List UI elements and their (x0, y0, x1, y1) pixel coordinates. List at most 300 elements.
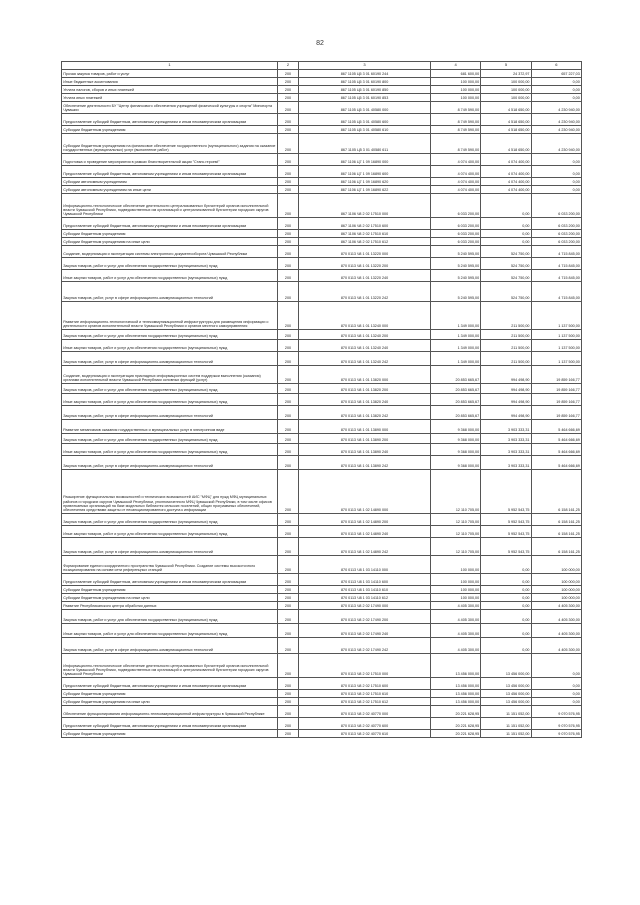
row-classification-cell: 870 0113 Ч8 1 01 13240 200 (299, 330, 431, 340)
row-name-cell: Закупка товаров, работ, услуг в сфере информационно-коммуникационных технологий (62, 352, 278, 366)
row-name-cell: Иные закупки товаров, работ и услуг для обеспечения государственных (муниципальных) нужд (62, 340, 278, 352)
row-unexecuted-cell: 4 715 845,00 (531, 258, 581, 270)
row-approved-cell: 1 349 000,00 (431, 352, 481, 366)
row-name-cell: Субсидии автономным учреждениям (62, 178, 278, 186)
row-approved-cell: 100 000,00 (431, 594, 481, 602)
row-executed-cell: 3 903 333,31 (481, 444, 531, 456)
table-row (62, 602, 582, 610)
row-approved-cell: 4 405 300,00 (431, 602, 481, 610)
row-executed-cell: 524 750,00 (481, 258, 531, 270)
row-approved-cell: 5 240 595,00 (431, 282, 481, 302)
row-code-cell: 200 (278, 86, 299, 94)
row-unexecuted-cell: 5 464 666,69 (531, 434, 581, 444)
row-classification-cell: 867 1106 Ч8 2 02 17510 610 (299, 230, 431, 238)
row-code-cell: 200 (278, 594, 299, 602)
row-name-cell: Субсидии бюджетным учреждениям на финансовое обеспечение государственного (муниципального) задания на оказание государственных (муниципальных) услуг (выполнение работ) (62, 134, 278, 154)
row-approved-cell: 1 349 000,00 (431, 330, 481, 340)
row-executed-cell: 4 074 400,00 (481, 186, 531, 194)
table-row (62, 406, 582, 420)
row-executed-cell: 211 500,00 (481, 302, 531, 330)
row-executed-cell: 11 151 052,00 (481, 706, 531, 718)
table-row (62, 94, 582, 102)
row-name-cell: Развитие информационно-технологической и телекоммуникационной инфраструктуры для размещения информации о деятельности органов исполнительной власти Чувашской Республики и органов местного самоуправления (62, 302, 278, 330)
row-executed-cell: 100 000,00 (481, 86, 531, 94)
row-classification-cell: 870 0113 Ч8 1 03 14110 000 (299, 556, 431, 574)
row-approved-cell: 4 405 300,00 (431, 610, 481, 624)
row-classification-cell: 870 0113 Ч8 1 01 13220 200 (299, 258, 431, 270)
row-code-cell: 200 (278, 270, 299, 282)
budget-table (61, 61, 582, 738)
row-unexecuted-cell: 657 227,03 (531, 70, 581, 78)
row-unexecuted-cell: 1 137 500,00 (531, 330, 581, 340)
row-unexecuted-cell: 1 137 500,00 (531, 352, 581, 366)
row-executed-cell: 211 500,00 (481, 340, 531, 352)
row-classification-cell: 870 0113 Ч8 2 02 40770 600 (299, 718, 431, 730)
row-code-cell: 200 (278, 610, 299, 624)
row-name-cell: Субсидии бюджетным учреждениям (62, 586, 278, 594)
row-approved-cell: 20 853 665,67 (431, 366, 481, 384)
row-code-cell: 200 (278, 420, 299, 434)
row-executed-cell: 11 151 052,00 (481, 718, 531, 730)
row-code-cell: 200 (278, 126, 299, 134)
row-executed-cell: 13 456 000,00 (481, 678, 531, 690)
table-row (62, 134, 582, 154)
row-approved-cell: 6 033 200,00 (431, 194, 481, 218)
table-row (62, 366, 582, 384)
row-classification-cell: 870 0113 Ч8 2 02 17510 610 (299, 690, 431, 698)
row-classification-cell: 870 0113 Ч8 1 01 13220 240 (299, 270, 431, 282)
row-approved-cell: 12 110 705,00 (431, 526, 481, 538)
table-row (62, 270, 582, 282)
table-row (62, 302, 582, 330)
row-code-cell: 200 (278, 134, 299, 154)
row-name-cell: Закупка товаров, работ и услуг для обеспечения государственных (муниципальных) нужд (62, 610, 278, 624)
row-executed-cell: 5 952 543,75 (481, 526, 531, 538)
row-approved-cell: 4 074 400,00 (431, 166, 481, 178)
row-name-cell: Формирование единого координатного пространства Чувашской Республики. Создание системы высокоточного позиционирования на основе сети референцных станций (62, 556, 278, 574)
row-classification-cell: 870 0113 Ч8 2 02 17510 600 (299, 678, 431, 690)
row-classification-cell: 870 0113 Ч8 1 03 14110 612 (299, 594, 431, 602)
row-code-cell: 200 (278, 602, 299, 610)
row-unexecuted-cell: 100 000,00 (531, 594, 581, 602)
row-executed-cell: 994 498,90 (481, 394, 531, 406)
row-unexecuted-cell: 4 230 940,00 (531, 126, 581, 134)
row-executed-cell: 524 750,00 (481, 246, 531, 258)
table-row (62, 166, 582, 178)
row-name-cell: Субсидии бюджетным учреждениям на иные цели (62, 594, 278, 602)
row-code-cell: 200 (278, 394, 299, 406)
row-classification-cell: 870 0113 Ч8 2 02 17490 200 (299, 610, 431, 624)
row-name-cell: Создание, модернизация и эксплуатация системы электронного документооборота Чувашской Республики (62, 246, 278, 258)
row-classification-cell: 870 0113 Ч8 1 01 13890 240 (299, 444, 431, 456)
row-executed-cell: 0,00 (481, 218, 531, 230)
row-unexecuted-cell: 5 464 666,69 (531, 420, 581, 434)
row-code-cell: 200 (278, 406, 299, 420)
row-code-cell: 200 (278, 70, 299, 78)
row-executed-cell: 0,00 (481, 594, 531, 602)
row-approved-cell: 6 033 200,00 (431, 238, 481, 246)
row-name-cell: Создание, модернизация и эксплуатация прикладных информационных систем поддержки выполнения (оказания) органами исполнительной власти Чувашской Республики основных функций (услуг) (62, 366, 278, 384)
row-name-cell: Закупка товаров, работ, услуг в сфере информационно-коммуникационных технологий (62, 406, 278, 420)
row-code-cell: 200 (278, 690, 299, 698)
row-unexecuted-cell: 0,00 (531, 78, 581, 86)
table-row (62, 420, 582, 434)
row-name-cell: Подготовка и проведение мероприятия в рамках благотворительной акции "Стань героем!" (62, 154, 278, 166)
row-executed-cell: 0,00 (481, 638, 531, 654)
row-approved-cell: 20 853 665,67 (431, 406, 481, 420)
row-unexecuted-cell: 0,00 (531, 154, 581, 166)
row-unexecuted-cell: 6 158 161,25 (531, 514, 581, 526)
row-unexecuted-cell: 6 033 200,00 (531, 218, 581, 230)
table-row (62, 394, 582, 406)
table-row (62, 514, 582, 526)
row-unexecuted-cell: 6 158 161,25 (531, 470, 581, 514)
row-classification-cell: 870 0113 Ч8 1 01 13820 200 (299, 384, 431, 394)
row-name-cell: Субсидии автономным учреждениям на иные цели (62, 186, 278, 194)
row-name-cell: Расширение функциональных возможностей и технических возможностей АИС "МФЦ" для нужд МФЦ муниципальных районов и городских округов Чувашской Республики, уполномоченного МФЦ Чувашской Республики, в том числе офисов привлекаемых организаций на базе модельных библиотек сельских поселений, общих программных обеспечений, обеспечения средствами защиты от несанкционированного доступа к информации (62, 470, 278, 514)
row-classification-cell: 867 1105 Ц5 3 01 60190 850 (299, 86, 431, 94)
row-unexecuted-cell: 100 000,00 (531, 586, 581, 594)
row-approved-cell: 12 110 705,00 (431, 470, 481, 514)
row-unexecuted-cell: 0,00 (531, 690, 581, 698)
row-code-cell: 200 (278, 366, 299, 384)
row-executed-cell: 5 952 543,75 (481, 470, 531, 514)
row-classification-cell: 870 0113 Ч8 2 02 17510 612 (299, 698, 431, 706)
row-unexecuted-cell: 19 859 166,77 (531, 384, 581, 394)
row-code-cell: 200 (278, 678, 299, 690)
row-classification-cell: 870 0113 Ч8 2 02 17490 240 (299, 624, 431, 638)
row-unexecuted-cell: 5 464 666,69 (531, 444, 581, 456)
row-classification-cell: 870 0113 Ч8 1 01 13890 200 (299, 434, 431, 444)
row-name-cell: Иные закупки товаров, работ и услуг для обеспечения государственных (муниципальных) нужд (62, 444, 278, 456)
row-name-cell: Субсидии бюджетным учреждениям (62, 126, 278, 134)
row-name-cell: Закупка товаров, работ и услуг для обеспечения государственных (муниципальных) нужд (62, 514, 278, 526)
row-name-cell: Закупка товаров, работ, услуг в сфере информационно-коммуникационных технологий (62, 282, 278, 302)
row-executed-cell: 211 500,00 (481, 352, 531, 366)
row-executed-cell: 0,00 (481, 610, 531, 624)
row-unexecuted-cell: 6 033 200,00 (531, 230, 581, 238)
table-header-row (62, 62, 582, 70)
row-unexecuted-cell: 4 230 940,00 (531, 134, 581, 154)
row-name-cell: Предоставление субсидий бюджетным, автономным учреждениям и иным некоммерческим организациям (62, 574, 278, 586)
row-name-cell: Закупка товаров, работ, услуг в сфере информационно-коммуникационных технологий (62, 638, 278, 654)
row-unexecuted-cell: 6 158 161,25 (531, 538, 581, 556)
row-name-cell: Закупка товаров, работ и услуг для обеспечения государственных (муниципальных) нужд (62, 434, 278, 444)
row-code-cell: 200 (278, 166, 299, 178)
row-code-cell: 200 (278, 638, 299, 654)
row-unexecuted-cell: 0,00 (531, 86, 581, 94)
column-header-unexecuted: 6 (531, 62, 581, 70)
row-code-cell: 200 (278, 218, 299, 230)
row-unexecuted-cell: 0,00 (531, 678, 581, 690)
column-header-executed: 5 (481, 62, 531, 70)
row-executed-cell: 3 903 333,31 (481, 456, 531, 470)
row-name-cell: Информационно-технологическое обеспечение деятельности централизованных бухгалтерий органов исполнительной власти Чувашской Республики, подведомственных им организаций и централизованной бухгалтерии городских округов Чувашской Республики (62, 194, 278, 218)
column-header-name: 1 (62, 62, 278, 70)
row-classification-cell: 870 0113 Ч8 1 01 13220 242 (299, 282, 431, 302)
row-unexecuted-cell: 19 859 166,77 (531, 366, 581, 384)
row-executed-cell: 4 518 650,00 (481, 114, 531, 126)
row-classification-cell: 867 1105 Ц5 3 01 60190 244 (299, 70, 431, 78)
row-classification-cell: 867 1106 Ч8 2 02 17510 600 (299, 218, 431, 230)
row-code-cell: 200 (278, 538, 299, 556)
row-classification-cell: 870 0113 Ч8 1 01 13220 000 (299, 246, 431, 258)
row-name-cell: Закупка товаров, работ, услуг в сфере информационно-коммуникационных технологий (62, 538, 278, 556)
row-unexecuted-cell: 19 859 166,77 (531, 406, 581, 420)
row-executed-cell: 4 074 400,00 (481, 178, 531, 186)
row-approved-cell: 13 456 000,00 (431, 698, 481, 706)
row-approved-cell: 4 074 400,00 (431, 178, 481, 186)
table-row (62, 238, 582, 246)
table-row (62, 230, 582, 238)
row-code-cell: 200 (278, 556, 299, 574)
row-approved-cell: 20 221 628,95 (431, 706, 481, 718)
row-name-cell: Иные закупки товаров, работ и услуг для обеспечения государственных (муниципальных) нужд (62, 526, 278, 538)
row-code-cell: 200 (278, 730, 299, 738)
row-classification-cell: 867 1106 Ц7 1 09 16890 600 (299, 166, 431, 178)
row-classification-cell: 867 1106 Ц7 1 09 16890 000 (299, 154, 431, 166)
row-code-cell: 200 (278, 698, 299, 706)
table-row (62, 470, 582, 514)
row-approved-cell: 8 749 590,00 (431, 134, 481, 154)
table-row (62, 706, 582, 718)
row-code-cell: 200 (278, 102, 299, 114)
row-unexecuted-cell: 5 464 666,69 (531, 456, 581, 470)
row-code-cell: 200 (278, 230, 299, 238)
table-row (62, 126, 582, 134)
row-executed-cell: 13 456 000,00 (481, 690, 531, 698)
row-classification-cell: 867 1105 Ц5 3 01 40580 611 (299, 134, 431, 154)
row-name-cell: Предоставление субсидий бюджетным, автономным учреждениям и иным некоммерческим организациям (62, 114, 278, 126)
row-approved-cell: 5 240 595,00 (431, 270, 481, 282)
row-code-cell: 200 (278, 624, 299, 638)
row-classification-cell: 870 0113 Ч8 1 01 13240 000 (299, 302, 431, 330)
table-row (62, 586, 582, 594)
row-approved-cell: 4 074 400,00 (431, 154, 481, 166)
row-executed-cell: 5 952 543,75 (481, 538, 531, 556)
row-name-cell: Субсидии бюджетным учреждениям на иные цели (62, 238, 278, 246)
row-unexecuted-cell: 1 137 500,00 (531, 340, 581, 352)
row-code-cell: 200 (278, 78, 299, 86)
row-name-cell: Иные закупки товаров, работ и услуг для обеспечения государственных (муниципальных) нужд (62, 624, 278, 638)
row-name-cell: Предоставление субсидий бюджетным, автономным учреждениям и иным некоммерческим организациям (62, 718, 278, 730)
row-classification-cell: 867 1105 Ц5 3 01 40580 610 (299, 126, 431, 134)
row-executed-cell: 994 498,90 (481, 366, 531, 384)
row-approved-cell: 20 853 665,67 (431, 394, 481, 406)
row-executed-cell: 0,00 (481, 556, 531, 574)
row-approved-cell: 20 853 665,67 (431, 384, 481, 394)
row-unexecuted-cell: 1 137 500,00 (531, 302, 581, 330)
row-executed-cell: 100 000,00 (481, 94, 531, 102)
row-approved-cell: 1 349 000,00 (431, 302, 481, 330)
row-code-cell: 200 (278, 434, 299, 444)
row-executed-cell: 0,00 (481, 230, 531, 238)
row-approved-cell: 6 033 200,00 (431, 218, 481, 230)
table-row (62, 610, 582, 624)
table-row (62, 340, 582, 352)
table-row (62, 246, 582, 258)
row-unexecuted-cell: 19 859 166,77 (531, 394, 581, 406)
row-classification-cell: 870 0113 Ч8 1 02 14890 242 (299, 538, 431, 556)
row-name-cell: Развитие механизмов оказания государственных и муниципальных услуг в электронном виде (62, 420, 278, 434)
row-unexecuted-cell: 4 405 300,00 (531, 610, 581, 624)
row-approved-cell: 13 456 000,00 (431, 654, 481, 678)
row-approved-cell: 8 749 590,00 (431, 126, 481, 134)
table-row (62, 574, 582, 586)
row-classification-cell: 870 0113 Ч8 1 01 13240 240 (299, 340, 431, 352)
row-code-cell: 200 (278, 154, 299, 166)
row-classification-cell: 870 0113 Ч8 1 01 13820 242 (299, 406, 431, 420)
row-approved-cell: 20 221 628,95 (431, 730, 481, 738)
row-classification-cell: 870 0113 Ч8 1 01 13890 242 (299, 456, 431, 470)
page-number: 82 (316, 40, 324, 47)
row-approved-cell: 4 074 400,00 (431, 186, 481, 194)
table-row (62, 624, 582, 638)
row-code-cell: 200 (278, 654, 299, 678)
row-executed-cell: 0,00 (481, 574, 531, 586)
row-unexecuted-cell: 9 070 576,95 (531, 706, 581, 718)
row-name-cell: Закупка товаров, работ и услуг для обеспечения государственных (муниципальных) нужд (62, 330, 278, 340)
row-code-cell: 200 (278, 718, 299, 730)
row-classification-cell: 870 0113 Ч8 1 01 13240 242 (299, 352, 431, 366)
row-classification-cell: 870 0113 Ч8 1 03 14110 600 (299, 574, 431, 586)
row-approved-cell: 100 000,00 (431, 586, 481, 594)
row-name-cell: Иные бюджетные ассигнования (62, 78, 278, 86)
table-row (62, 70, 582, 78)
row-name-cell: Информационно-технологическое обеспечение деятельности централизованных бухгалтерий органов исполнительной власти Чувашской Республики, подведомственных им организаций и централизованной бухгалтерии городских округов Чувашской Республики (62, 654, 278, 678)
row-name-cell: Развитие Республиканского центра обработки данных (62, 602, 278, 610)
table-row (62, 718, 582, 730)
row-unexecuted-cell: 0,00 (531, 698, 581, 706)
table-row (62, 638, 582, 654)
row-unexecuted-cell: 0,00 (531, 178, 581, 186)
row-code-cell: 200 (278, 178, 299, 186)
row-approved-cell: 12 110 705,00 (431, 538, 481, 556)
row-classification-cell: 870 0113 Ч8 1 02 14890 000 (299, 470, 431, 514)
row-unexecuted-cell: 100 000,00 (531, 574, 581, 586)
row-unexecuted-cell: 0,00 (531, 94, 581, 102)
row-code-cell: 200 (278, 302, 299, 330)
row-executed-cell: 0,00 (481, 238, 531, 246)
row-name-cell: Обеспечение функционирования информационно-телекоммуникационной инфраструктуры в Чувашской Республике (62, 706, 278, 718)
row-approved-cell: 6 033 200,00 (431, 230, 481, 238)
row-classification-cell: 867 1106 Ч8 2 02 17510 000 (299, 194, 431, 218)
table-row (62, 186, 582, 194)
row-code-cell: 200 (278, 340, 299, 352)
row-name-cell: Закупка товаров, работ и услуг для обеспечения государственных (муниципальных) нужд (62, 384, 278, 394)
row-name-cell: Субсидии бюджетным учреждениям на иные цели (62, 698, 278, 706)
row-classification-cell: 867 1106 Ц7 1 09 16890 620 (299, 178, 431, 186)
row-executed-cell: 0,00 (481, 624, 531, 638)
row-approved-cell: 13 456 000,00 (431, 690, 481, 698)
row-executed-cell: 524 750,00 (481, 270, 531, 282)
row-code-cell: 200 (278, 194, 299, 218)
row-executed-cell: 0,00 (481, 586, 531, 594)
row-unexecuted-cell: 0,00 (531, 654, 581, 678)
row-approved-cell: 9 368 000,00 (431, 456, 481, 470)
row-unexecuted-cell: 4 230 940,00 (531, 102, 581, 114)
row-classification-cell: 870 0113 Ч8 1 01 13820 000 (299, 366, 431, 384)
row-classification-cell: 867 1106 Ч8 2 02 17510 612 (299, 238, 431, 246)
row-classification-cell: 870 0113 Ч8 2 02 17490 000 (299, 602, 431, 610)
row-classification-cell: 870 0113 Ч8 2 02 17490 242 (299, 638, 431, 654)
row-code-cell: 200 (278, 444, 299, 456)
row-unexecuted-cell: 4 715 845,00 (531, 282, 581, 302)
row-classification-cell: 867 1105 Ц5 3 01 60190 853 (299, 94, 431, 102)
row-approved-cell: 5 240 595,00 (431, 258, 481, 270)
row-executed-cell: 4 074 400,00 (481, 166, 531, 178)
row-name-cell: Субсидии бюджетным учреждениям (62, 730, 278, 738)
table-row (62, 102, 582, 114)
row-approved-cell: 100 000,00 (431, 86, 481, 94)
row-approved-cell: 12 110 705,00 (431, 514, 481, 526)
row-classification-cell: 870 0113 Ч8 1 03 14110 610 (299, 586, 431, 594)
row-approved-cell: 4 405 300,00 (431, 638, 481, 654)
row-approved-cell: 100 000,00 (431, 78, 481, 86)
row-code-cell: 200 (278, 526, 299, 538)
row-executed-cell: 5 952 543,75 (481, 514, 531, 526)
row-name-cell: Субсидии бюджетным учреждениям (62, 690, 278, 698)
row-unexecuted-cell: 0,00 (531, 186, 581, 194)
row-code-cell: 200 (278, 586, 299, 594)
table-row (62, 194, 582, 218)
column-header-approved: 4 (431, 62, 481, 70)
row-executed-cell: 100 000,00 (481, 78, 531, 86)
row-code-cell: 200 (278, 384, 299, 394)
table-row (62, 384, 582, 394)
column-header-classification: 3 (299, 62, 431, 70)
row-name-cell: Предоставление субсидий бюджетным, автономным учреждениям и иным некоммерческим организациям (62, 218, 278, 230)
table-row (62, 594, 582, 602)
row-classification-cell: 870 0113 Ч8 1 01 13820 240 (299, 394, 431, 406)
row-executed-cell: 0,00 (481, 602, 531, 610)
row-code-cell: 200 (278, 238, 299, 246)
row-name-cell: Закупка товаров, работ и услуг для обеспечения государственных (муниципальных) нужд (62, 258, 278, 270)
row-approved-cell: 100 000,00 (431, 574, 481, 586)
row-approved-cell: 8 749 590,00 (431, 102, 481, 114)
row-executed-cell: 13 456 000,00 (481, 654, 531, 678)
row-code-cell: 200 (278, 514, 299, 526)
row-code-cell: 200 (278, 706, 299, 718)
row-unexecuted-cell: 9 070 576,95 (531, 718, 581, 730)
column-header-code: 2 (278, 62, 299, 70)
row-approved-cell: 13 456 000,00 (431, 678, 481, 690)
row-code-cell: 200 (278, 282, 299, 302)
row-code-cell: 200 (278, 94, 299, 102)
row-approved-cell: 681 600,00 (431, 70, 481, 78)
row-code-cell: 200 (278, 246, 299, 258)
row-approved-cell: 9 368 000,00 (431, 420, 481, 434)
row-executed-cell: 11 151 052,00 (481, 730, 531, 738)
row-approved-cell: 5 240 595,00 (431, 246, 481, 258)
table-row (62, 86, 582, 94)
row-executed-cell: 3 903 333,31 (481, 420, 531, 434)
table-row (62, 78, 582, 86)
row-name-cell: Иные закупки товаров, работ и услуг для обеспечения государственных (муниципальных) нужд (62, 270, 278, 282)
row-executed-cell: 4 518 650,00 (481, 126, 531, 134)
table-row (62, 526, 582, 538)
row-unexecuted-cell: 6 158 161,25 (531, 526, 581, 538)
row-unexecuted-cell: 0,00 (531, 166, 581, 178)
table-row (62, 218, 582, 230)
table-body (62, 70, 582, 738)
table-row (62, 258, 582, 270)
row-unexecuted-cell: 6 033 200,00 (531, 194, 581, 218)
table-row (62, 538, 582, 556)
row-classification-cell: 870 0113 Ч8 1 02 14890 240 (299, 526, 431, 538)
row-unexecuted-cell: 6 033 200,00 (531, 238, 581, 246)
table-row (62, 456, 582, 470)
